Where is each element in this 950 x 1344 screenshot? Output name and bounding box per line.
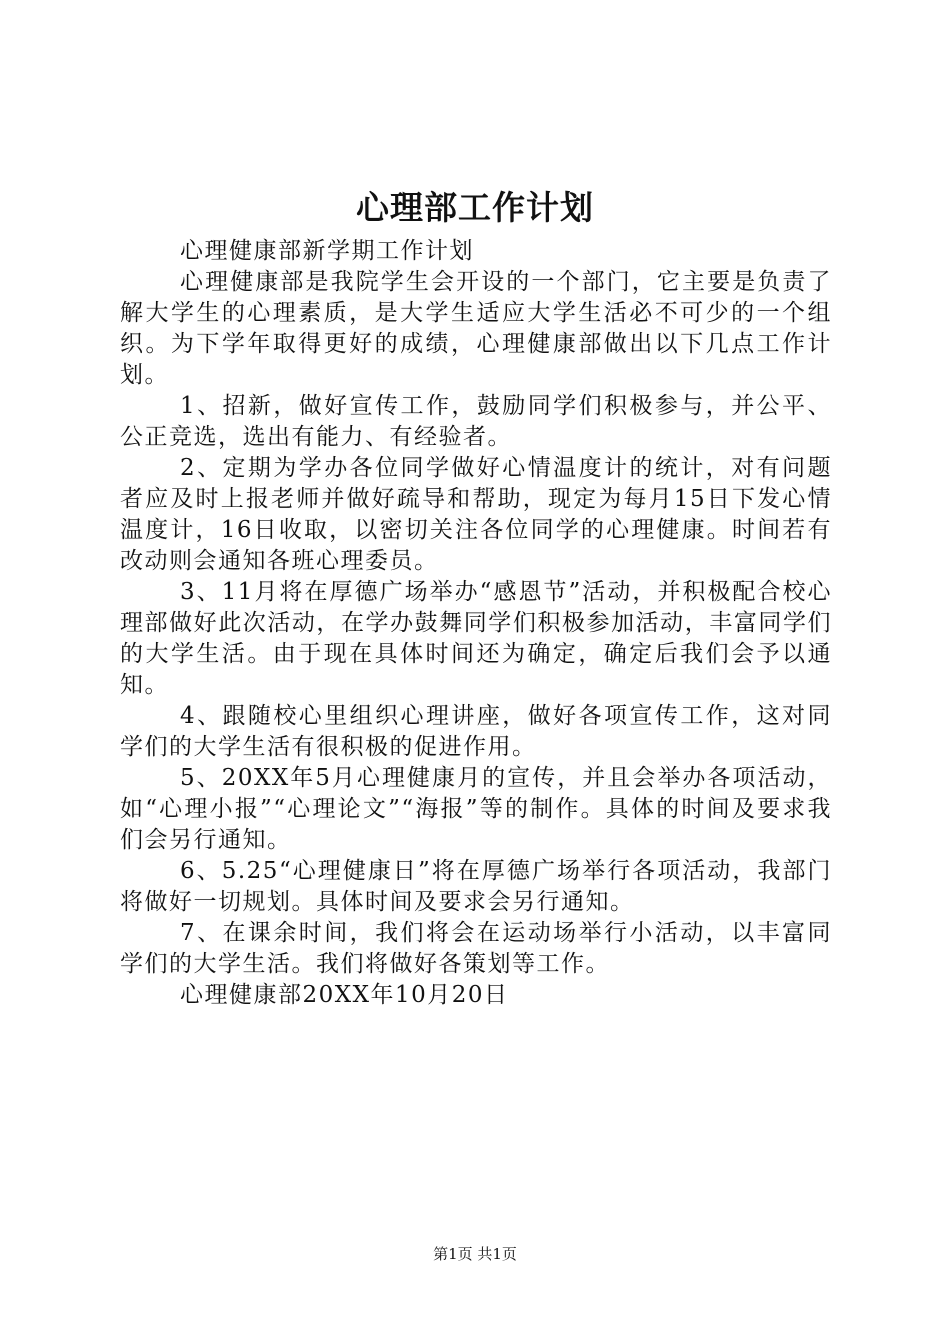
paragraph-subtitle: 心理健康部新学期工作计划 — [180, 238, 474, 264]
paragraph-item-2: 2、定期为学办各位同学做好心情温度计的统计，对有问题者应及时上报老师并做好疏导和帮助，现定为每月15日下发心情温度计，16日收取，以密切关注各位同学的心理健康。时间若有改动则会通知各班心理委员。 — [120, 455, 832, 574]
document-body — [120, 236, 832, 1011]
document-title: 心理部工作计划 — [356, 188, 594, 227]
paragraph-item-5: 5、20XX年5月心理健康月的宣传，并且会举办各项活动，如“心理小报”“心理论文”“海报”等的制作。具体的时间及要求我们会另行通知。 — [120, 765, 832, 853]
paragraph-item-3: 3、11月将在厚德广场举办“感恩节”活动，并积极配合校心理部做好此次活动，在学办鼓舞同学们积极参加活动，丰富同学们的大学生活。由于现在具体时间还为确定，确定后我们会予以通知。 — [120, 579, 832, 698]
paragraph-intro: 心理健康部是我院学生会开设的一个部门，它主要是负责了解大学生的心理素质，是大学生适应大学生活必不可少的一个组织。为下学年取得更好的成绩，心理健康部做出以下几点工作计划。 — [120, 269, 832, 388]
page-number-footer: 第1页 共1页 — [433, 1245, 517, 1263]
paragraph-item-6: 6、5.25“心理健康日”将在厚德广场举行各项活动，我部门将做好一切规划。具体时间及要求会另行通知。 — [120, 858, 832, 915]
paragraph-item-4: 4、跟随校心里组织心理讲座，做好各项宣传工作，这对同学们的大学生活有很积极的促进作用。 — [120, 703, 832, 760]
paragraph-signature: 心理健康部20XX年10月20日 — [180, 982, 509, 1008]
paragraph-item-1: 1、招新，做好宣传工作，鼓励同学们积极参与，并公平、公正竞选，选出有能力、有经验者。 — [120, 393, 832, 450]
paragraph-item-7: 7、在课余时间，我们将会在运动场举行小活动，以丰富同学们的大学生活。我们将做好各策划等工作。 — [120, 920, 832, 977]
